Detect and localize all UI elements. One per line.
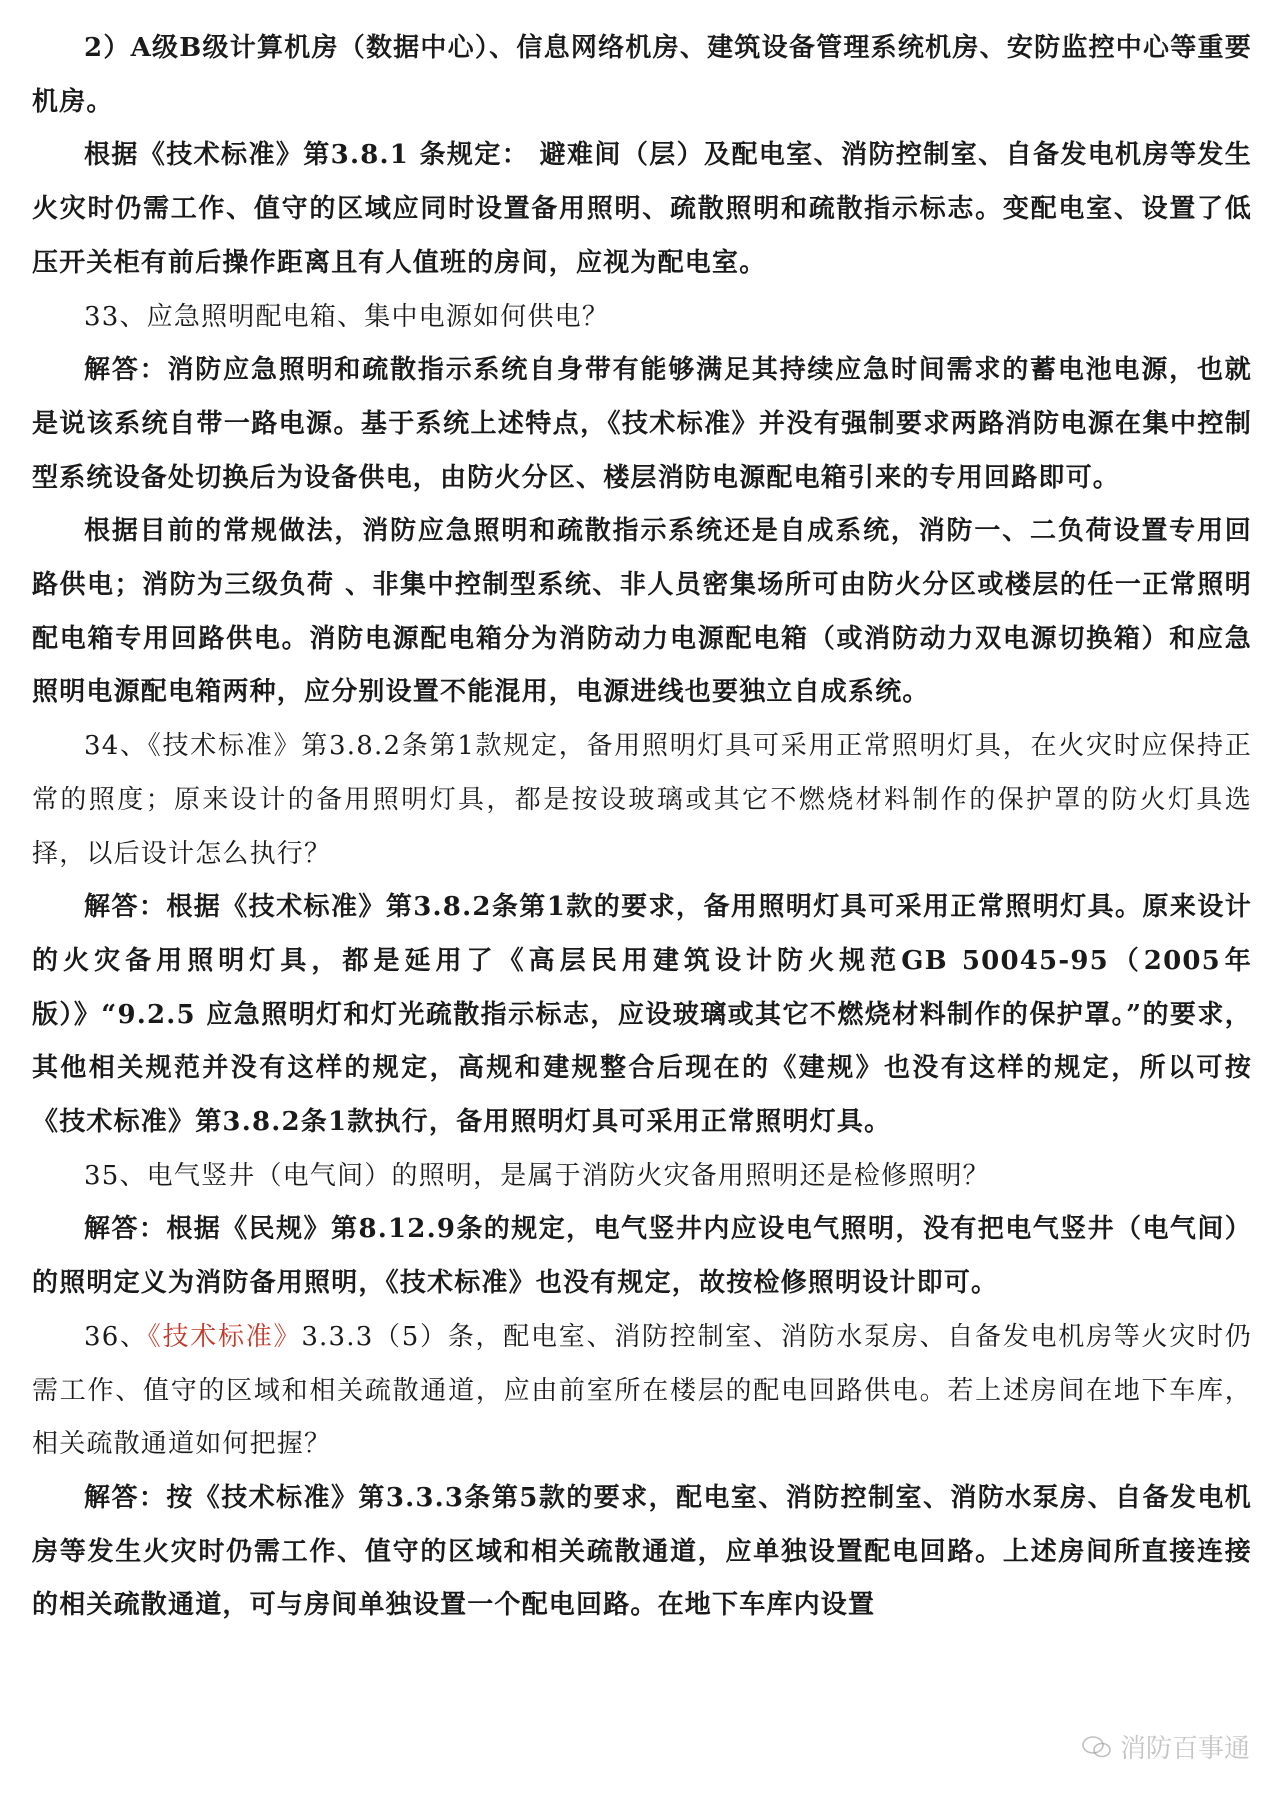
paragraph-p2: 根据《技术标准》第3.8.1 条规定： 避难间（层）及配电室、消防控制室、自备发电机房等发生火灾时仍需工作、值守的区域应同时设置备用照明、疏散照明和疏散指示标志。变配电室、设置了低压开关柜有前后操作距离且有人值班的房间，应视为配电室。 xyxy=(32,140,1252,278)
question-36-number: 36、 xyxy=(84,1321,148,1352)
document-page xyxy=(32,22,1252,1633)
question-36 xyxy=(32,1311,1252,1472)
paragraph-p1: 2）A级B级计算机房（数据中心）、信息网络机房、建筑设备管理系统机房、安防监控中心等重要机房。 xyxy=(32,33,1252,117)
question-34: 34、《技术标准》第3.8.2条第1款规定，备用照明灯具可采用正常照明灯具，在火灾时应保持正常的照度；原来设计的备用照明灯具，都是按设玻璃或其它不燃烧材料制作的保护罩的防火灯具选择，以后设计怎么执行？ xyxy=(32,731,1252,869)
wechat-icon xyxy=(1082,1735,1112,1759)
question-33: 33、应急照明配电箱、集中电源如何供电？ xyxy=(84,301,610,332)
answer-36: 解答：按《技术标准》第3.3.3条第5款的要求，配电室、消防控制室、消防水泵房、自备发电机房等发生火灾时仍需工作、值守的区域和相关疏散通道，应单独设置配电回路。上述房间所直接连接的相关疏散通道，可与房间单独设置一个配电回路。在地下车库内设置 xyxy=(32,1482,1252,1621)
answer-34: 解答：根据《技术标准》第3.8.2条第1款的要求，备用照明灯具可采用正常照明灯具。原来设计的火灾备用照明灯具，都是延用了《高层民用建筑设计防火规范GB 50045-95（2005年版）》“9.2.5 应急照明灯和灯光疏散指示标志，应设玻璃或其它不燃烧材料制作的保护罩。”的要求，其他相关规范并没有这样的规定，高规和建规整合后现在的《建规》也没有这样的规定，所以可按《技术标准》第3.8.2条1款执行，备用照明灯具可采用正常照明灯具。 xyxy=(32,892,1252,1138)
question-36-highlight: 《技术标准》 xyxy=(147,1321,302,1352)
answer-33-continued: 根据目前的常规做法，消防应急照明和疏散指示系统还是自成系统，消防一、二负荷设置专用回路供电；消防为三级负荷 、非集中控制型系统、非人员密集场所可由防火分区或楼层的任一正常照明配电箱专用回路供电。消防电源配电箱分为消防动力电源配电箱（或消防动力双电源切换箱）和应急照明电源配电箱两种，应分别设置不能混用，电源进线也要独立自成系统。 xyxy=(32,516,1252,708)
watermark-text: 消防百事通 xyxy=(1119,1734,1250,1764)
answer-33: 解答：消防应急照明和疏散指示系统自身带有能够满足其持续应急时间需求的蓄电池电源，也就是说该系统自带一路电源。基于系统上述特点，《技术标准》并没有强制要求两路消防电源在集中控制型系统设备处切换后为设备供电，由防火分区、楼层消防电源配电箱引来的专用回路即可。 xyxy=(32,355,1252,493)
watermark xyxy=(1082,1728,1250,1765)
answer-35: 解答：根据《民规》第8.12.9条的规定，电气竖井内应设电气照明，没有把电气竖井（电气间）的照明定义为消防备用照明，《技术标准》也没有规定，故按检修照明设计即可。 xyxy=(32,1214,1252,1299)
question-36-text: 3.3.3（5）条，配电室、消防控制室、消防水泵房、自备发电机房等火灾时仍需工作、值守的区域和相关疏散通道，应由前室所在楼层的配电回路供电。若上述房间在地下车库，相关疏散通道如何把握？ xyxy=(32,1321,1253,1460)
question-35: 35、电气竖井（电气间）的照明，是属于消防火灾备用照明还是检修照明？ xyxy=(84,1160,990,1191)
